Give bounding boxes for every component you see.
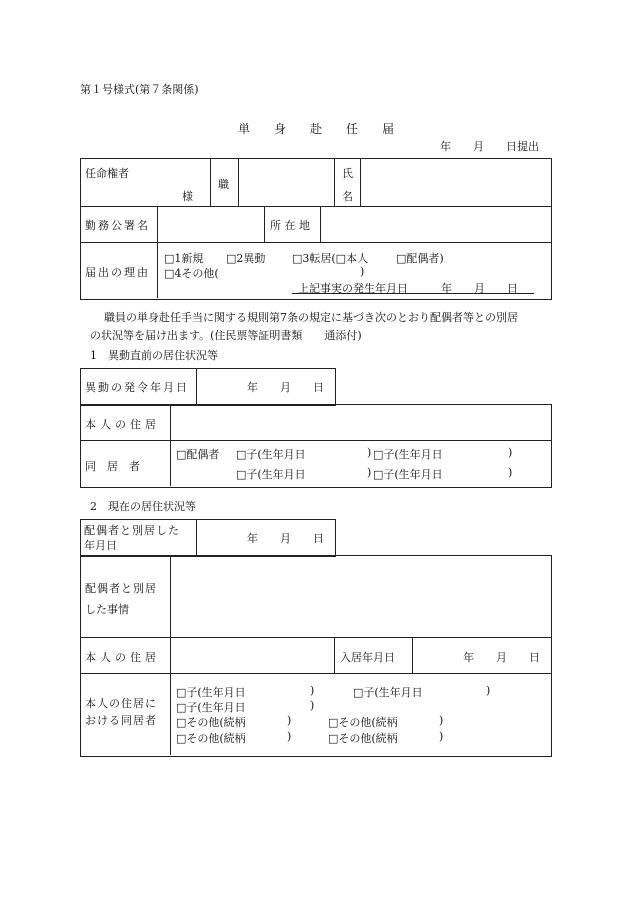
reason-other-close: ) — [360, 265, 365, 278]
divider — [360, 158, 361, 206]
divider — [170, 555, 171, 755]
divider — [80, 673, 551, 674]
reason-label: 届出の理由 — [85, 266, 150, 279]
reason-other-checkbox[interactable]: □4その他( — [164, 267, 219, 280]
current-other-checkbox[interactable]: □その他(続柄 — [176, 716, 246, 729]
divider — [80, 637, 551, 638]
position-label: 職 — [218, 178, 229, 191]
circumstances-label: 配偶者と別居 — [85, 582, 157, 595]
appointer-label: 任命権者 — [85, 167, 129, 180]
current-other-close: ) — [287, 730, 292, 743]
page-title: 単 身 赴 任 届 — [238, 122, 395, 136]
current-child-checkbox[interactable]: □子(生年月日 — [353, 686, 423, 699]
current-other-checkbox[interactable]: □その他(続柄 — [176, 732, 246, 745]
current-residence-label: 本人の住居 — [85, 651, 160, 664]
prior-child-close: ) — [508, 466, 513, 479]
divider — [210, 158, 211, 206]
current-other-checkbox[interactable]: □その他(続柄 — [328, 732, 398, 745]
prior-child-checkbox[interactable]: □子(生年月日 — [236, 448, 306, 461]
separation-date-value: 年 月 日 — [247, 532, 324, 545]
separation-date-label: 配偶者と別居した — [84, 524, 180, 537]
divider — [80, 440, 551, 441]
sama-label: 様 — [182, 190, 193, 203]
current-other-close: ) — [439, 730, 444, 743]
divider — [170, 404, 171, 486]
prior-cohabitant-label: 同 居 者 — [85, 460, 140, 473]
divider — [157, 242, 158, 298]
prior-child-checkbox[interactable]: □子(生年月日 — [236, 468, 306, 481]
transfer-date-value: 年 月 日 — [247, 381, 324, 394]
divider — [264, 206, 265, 242]
divider — [196, 368, 197, 404]
name-label: 氏 — [342, 167, 353, 180]
current-other-close: ) — [287, 714, 292, 727]
divider — [80, 242, 551, 243]
form-number: 第１号様式(第７条関係) — [80, 83, 199, 96]
reason-move-spouse-checkbox[interactable]: □配偶者) — [396, 252, 444, 265]
current-other-close: ) — [439, 714, 444, 727]
reason-new-checkbox[interactable]: □1新規 — [164, 252, 204, 265]
location-label: 所 在 地 — [270, 219, 310, 232]
section2-heading: 2 現在の居住状況等 — [90, 500, 196, 513]
underline — [292, 293, 534, 294]
prior-spouse-checkbox[interactable]: □配偶者 — [176, 448, 220, 461]
separation-date-label: 年月日 — [84, 539, 117, 552]
current-child-checkbox[interactable]: □子(生年月日 — [176, 686, 246, 699]
current-child-checkbox[interactable]: □子(生年月日 — [176, 701, 246, 714]
statement-line-1: 職員の単身赴任手当に関する規則第7条の規定に基づき次のとおり配偶者等との別居 — [104, 311, 518, 324]
name-label: 名 — [342, 190, 353, 203]
prior-child-close: ) — [367, 466, 372, 479]
divider — [334, 158, 335, 206]
prior-child-close: ) — [367, 446, 372, 459]
divider — [334, 637, 335, 673]
submission-date: 年 月 日提出 — [440, 140, 539, 153]
current-child-close: ) — [310, 684, 315, 697]
current-cohabitant-label: おける同居者 — [85, 714, 157, 727]
statement-line-2: の状況等を届け出ます。(住民票等証明書類 通添付) — [90, 329, 362, 342]
transfer-date-label: 異動の発令年月日 — [85, 381, 189, 394]
divider — [80, 206, 551, 207]
prior-residence-label: 本人の住居 — [85, 418, 160, 431]
divider — [196, 519, 197, 555]
prior-child-checkbox[interactable]: □子(生年月日 — [373, 448, 443, 461]
top-table — [80, 158, 552, 300]
occurrence-date: 上記事実の発生年月日 年 月 日 — [298, 282, 518, 295]
prior-child-checkbox[interactable]: □子(生年月日 — [373, 468, 443, 481]
current-cohabitant-label: 本人の住居に — [85, 697, 157, 710]
circumstances-label: した事情 — [85, 603, 129, 616]
office-label: 勤務公署名 — [85, 219, 150, 232]
prior-child-close: ) — [508, 446, 513, 459]
move-in-date-label: 入居年月日 — [340, 651, 395, 664]
divider — [238, 158, 239, 206]
current-child-close: ) — [486, 684, 491, 697]
section1-heading: 1 異動直前の居住状況等 — [90, 349, 218, 362]
move-in-date-value: 年 月 日 — [463, 651, 540, 664]
current-other-checkbox[interactable]: □その他(続柄 — [328, 716, 398, 729]
reason-transfer-checkbox[interactable]: □2異動 — [226, 252, 266, 265]
divider — [320, 206, 321, 242]
divider — [157, 206, 158, 242]
reason-move-checkbox[interactable]: □3転居(□本人 — [292, 252, 369, 265]
divider — [412, 637, 413, 673]
current-child-close: ) — [310, 699, 315, 712]
